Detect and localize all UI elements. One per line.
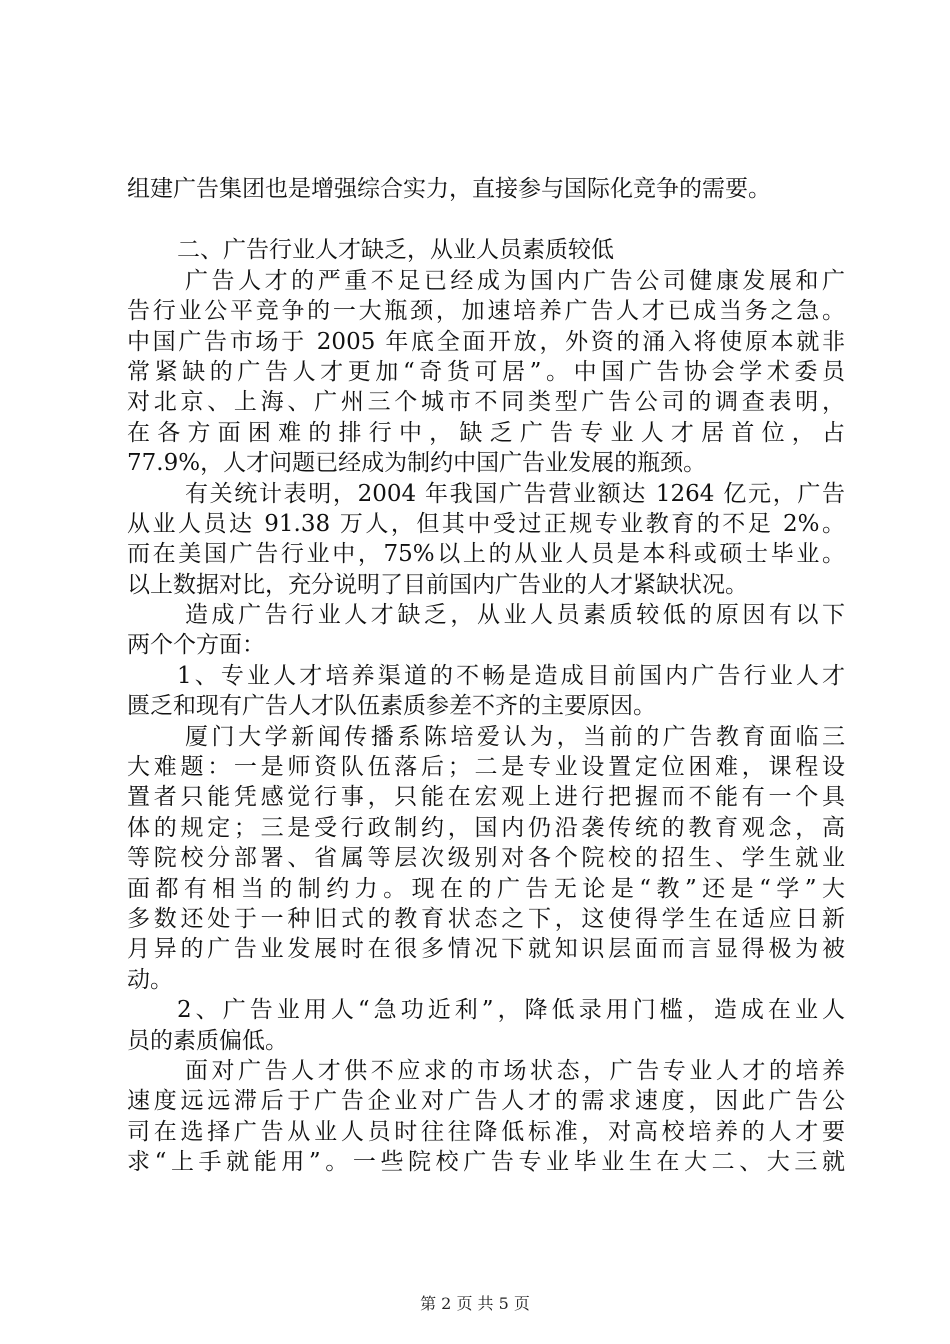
document-body [127, 174, 845, 1178]
text-line: 从业人员达 91.38 万人，但其中受过正规专业教育的不足 2%。 [127, 510, 845, 537]
text-line: 二、广告行业人才缺乏，从业人员素质较低 [177, 237, 614, 264]
text-line: 77.9%，人才问题已经成为制约中国广告业发展的瓶颈。 [127, 450, 707, 477]
text-line: 体的规定；三是受行政制约，国内仍沿袭传统的教育观念，高 [127, 814, 845, 841]
text-line: 常紧缺的广告人才更加“奇货可居”。中国广告协会学术委员 [127, 358, 845, 385]
text-line: 司在选择广告从业人员时往往降低标准，对高校培养的人才要 [127, 1118, 845, 1145]
text-line: 多数还处于一种旧式的教育状态之下，这使得学生在适应日新 [127, 905, 845, 932]
text-line: 求“上手就能用”。一些院校广告专业毕业生在大二、大三就 [127, 1149, 845, 1176]
text-line: 厦门大学新闻传播系陈培爱认为，当前的广告教育面临三 [185, 723, 845, 750]
text-line: 在各方面困难的排行中，缺乏广告专业人才居首位，占 [127, 419, 845, 446]
text-line: 2、广告业用人“急功近利”，降低录用门槛，造成在业人 [177, 997, 845, 1024]
text-line: 员的素质偏低。 [127, 1027, 288, 1054]
text-line: 速度远远滞后于广告企业对广告人才的需求速度，因此广告公 [127, 1088, 845, 1115]
paragraph-gap [127, 204, 845, 235]
text-line: 造成广告行业人才缺乏，从业人员素质较低的原因有以下 [185, 602, 845, 629]
text-line: 有关统计表明，2004 年我国广告营业额达 1264 亿元，广告 [185, 480, 845, 507]
text-line: 面都有相当的制约力。现在的广告无论是“教”还是“学”大 [127, 875, 845, 902]
text-line: 以上数据对比，充分说明了目前国内广告业的人才紧缺状况。 [127, 571, 748, 598]
page-footer: 第 2 页 共 5 页 [420, 1294, 530, 1313]
text-line: 1、专业人才培养渠道的不畅是造成目前国内广告行业人才 [177, 662, 845, 689]
text-line: 两个个方面： [127, 632, 265, 659]
text-line: 置者只能凭感觉行事，只能在宏观上进行把握而不能有一个具 [127, 784, 845, 811]
text-line: 对北京、上海、广州三个城市不同类型广告公司的调查表明， [127, 389, 845, 416]
text-line: 而在美国广告行业中，75%以上的从业人员是本科或硕士毕业。 [127, 541, 845, 568]
text-line: 面对广告人才供不应求的市场状态，广告专业人才的培养 [185, 1057, 845, 1084]
text-line: 大难题：一是师资队伍落后；二是专业设置定位困难，课程设 [127, 754, 845, 781]
text-line: 等院校分部署、省属等层次级别对各个院校的招生、学生就业 [127, 845, 845, 872]
text-line: 告行业公平竞争的一大瓶颈，加速培养广告人才已成当务之急。 [127, 298, 845, 325]
text-line: 中国广告市场于 2005 年底全面开放，外资的涌入将使原本就非 [127, 328, 845, 355]
text-line: 动。 [127, 966, 173, 993]
text-line: 广告人才的严重不足已经成为国内广告公司健康发展和广 [185, 267, 845, 294]
text-line: 组建广告集团也是增强综合实力，直接参与国际化竞争的需要。 [127, 176, 771, 202]
text-line: 匮乏和现有广告人才队伍素质参差不齐的主要原因。 [127, 693, 656, 720]
text-line: 月异的广告业发展时在很多情况下就知识层面而言显得极为被 [127, 936, 845, 963]
